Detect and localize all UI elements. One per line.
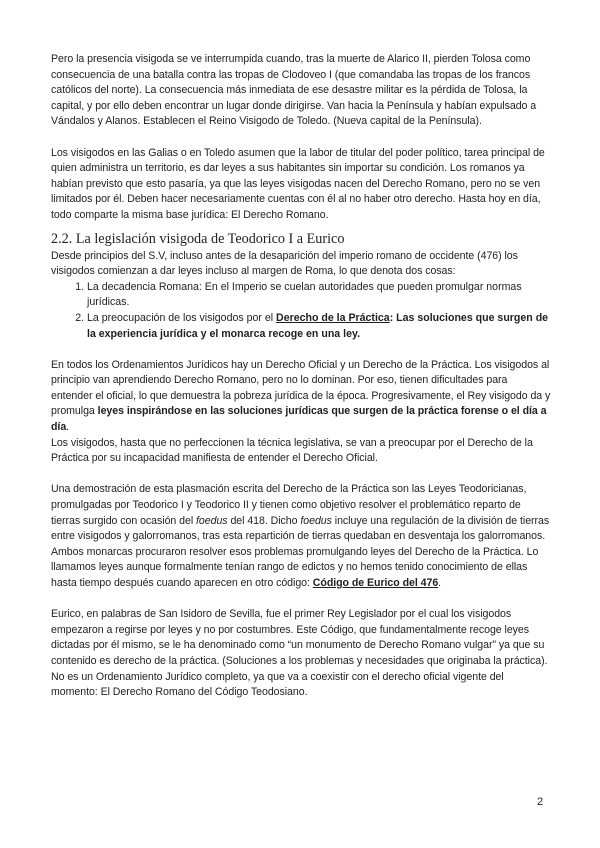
section-heading: 2.2. La legislación visigoda de Teodorico I a Eurico bbox=[51, 230, 345, 247]
spacer bbox=[51, 342, 551, 358]
paragraph-ordenamientos bbox=[51, 358, 551, 436]
italic-text-run: foedus bbox=[300, 514, 332, 527]
paragraph-principios-sv: Desde principios del S.V, incluso antes de la desaparición del imperio romano de occidente (476) los visigodos comienzan a dar leyes incluso al margen de Roma, lo que denota dos cosas: bbox=[51, 249, 518, 278]
text-run: incluye una regulación de la división de tierras entre visigodos y galorromanos, tras esta repartición de tierras quedaban en desventaja los galorromanos. bbox=[51, 514, 550, 543]
text-run: En todos los Ordenamientos Jurídicos hay un Derecho Oficial y un Derecho de la Práctica. Los visigodos al principio van aprendiendo Derecho Romano, pero no lo dominan. Por eso, tienen dificultades para entender el oficial, lo que demuestra la pobreza jurídica de la época. Progresivamente, el Rey visigodo da y promulga bbox=[51, 358, 551, 418]
derecho-practica-emphasis: Derecho de la Práctica bbox=[276, 311, 390, 324]
list-item bbox=[87, 311, 551, 342]
bold-text-run: leyes inspirándose en las soluciones jurídicas que surgen de la práctica forense o el día a día bbox=[51, 405, 547, 434]
text-run: Ambos monarcas procuraron resolver esos problemas promulgando leyes del Derecho de la Práctica. Lo llamamos leyes aunque formalmente tenían rango de edictos y no hemos tenido conocimiento de ellas hasta tiempo después cuando aparecen en otro código: bbox=[51, 545, 539, 589]
paragraph-tecnica-legislativa: Los visigodos, hasta que no perfeccionen la técnica legislativa, se van a preocupar por el Derecho de la Práctica por su incapacidad manifiesta de entender el Derecho Oficial. bbox=[51, 436, 533, 465]
spacer bbox=[51, 130, 551, 146]
page-number: 2 bbox=[537, 796, 544, 808]
list-item-bold-text: : Las soluciones que surgen de la experiencia jurídica y el monarca recoge en una ley. bbox=[87, 311, 549, 340]
paragraph-eurico: Eurico, en palabras de San Isidoro de Sevilla, fue el primer Rey Legislador por el cual los visigodos empezaron a regirse por leyes y no por costumbres. Este Código, que fundamentalmente recoge leyes dictadas por él mismo, se le ha denominado como “un monumento de Derecho Romano vulgar” ya que su contenido es derecho de la práctica. (Soluciones a los problemas y necesidades que originaba la práctica). No es un Ordenamiento Jurídico completo, ya que va a coexistir con el derecho oficial vigente del momento: El Derecho Romano del Código Teodosiano. bbox=[51, 608, 548, 699]
paragraph-alarico: Pero la presencia visigoda se ve interrumpida cuando, tras la muerte de Alarico II, pierden Tolosa como consecuencia de una batalla contra las tropas de Clodoveo I (que comandaba las tropas de los francos católicos del norte). La consecuencia más inmediata de ese desastre militar es la pérdida de Tolosa, la capital, y por ello deben encontrar un lugar donde dirigirse. Van hacia la Península y habían expulsado a Vándalos y Alanos. Establecen el Reino Visigodo de Toledo. (Nueva capital de la Península). bbox=[51, 53, 537, 128]
spacer bbox=[51, 592, 551, 608]
document-page bbox=[51, 52, 551, 701]
paragraph-visigodos-galias: Los visigodos en las Galias o en Toledo asumen que la labor de titular del poder político, tarea principal de quien administra un territorio, es dar leyes a sus habitantes sin importar su condición. Los romanos ya habían previsto que esto pasaría, ya que las leyes visigodas nacen del Derecho Romano, pero no se ven limitados por él. Deben hacer necesariamente cuentas con él al no haber otro derecho. Hasta hoy en día, todo comparte la misma base jurídica: El Derecho Romano. bbox=[51, 146, 545, 221]
spacer bbox=[51, 467, 551, 483]
paragraph-leyes-teodoricianas bbox=[51, 482, 551, 544]
list-item bbox=[87, 280, 551, 311]
codigo-eurico-emphasis: Código de Eurico del 476 bbox=[312, 577, 439, 589]
text-run: . bbox=[66, 421, 70, 434]
text-run: Una demostración de esta plasmación escrita del Derecho de la Práctica son las Leyes Teodoricianas, promulgadas por Teodorico I y Teodorico II y tienen como objetivo resolver el problemático reparto de tierras surgido con ocasión del bbox=[51, 483, 527, 527]
text-run: del 418. Dicho bbox=[227, 514, 301, 527]
text-run: . bbox=[438, 577, 442, 589]
list-item-text: La decadencia Romana: En el Imperio se cuelan autoridades que pueden promulgar normas jurídicas. bbox=[87, 280, 522, 309]
paragraph-ambos-monarcas bbox=[51, 545, 551, 592]
italic-text-run: foedus bbox=[196, 514, 228, 527]
numbered-list bbox=[51, 280, 551, 342]
list-item-text: La preocupación de los visigodos por el bbox=[87, 311, 277, 324]
